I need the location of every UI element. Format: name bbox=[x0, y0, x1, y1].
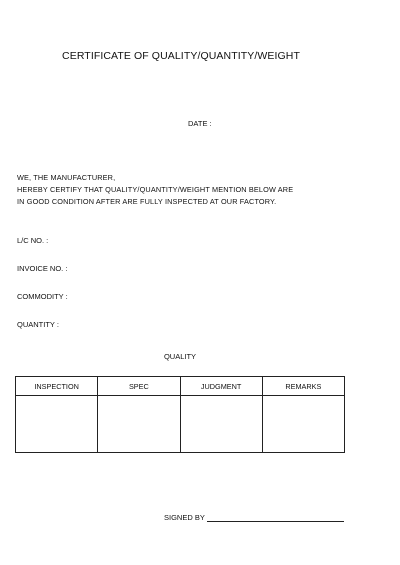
quantity-field: QUANTITY : bbox=[17, 320, 59, 329]
date-label: DATE : bbox=[188, 119, 212, 128]
statement-line: HEREBY CERTIFY THAT QUALITY/QUANTITY/WEIGHT MENTION BELOW ARE bbox=[17, 185, 294, 194]
table-row bbox=[16, 396, 345, 453]
statement-line: IN GOOD CONDITION AFTER ARE FULLY INSPECTED AT OUR FACTORY. bbox=[17, 197, 277, 206]
column-header-spec: SPEC bbox=[98, 377, 180, 396]
table-cell-inspection bbox=[16, 396, 98, 453]
table-cell-remarks bbox=[262, 396, 344, 453]
table-cell-judgment bbox=[180, 396, 262, 453]
quality-table bbox=[15, 376, 345, 453]
signed-by-label: SIGNED BY bbox=[164, 513, 205, 522]
lc-number-field: L/C NO. : bbox=[17, 236, 49, 245]
column-header-inspection: INSPECTION bbox=[16, 377, 98, 396]
quality-section-label: QUALITY bbox=[163, 352, 197, 361]
table-header-row bbox=[16, 377, 345, 396]
signature-line bbox=[207, 521, 344, 522]
commodity-field: COMMODITY : bbox=[17, 292, 68, 301]
statement-line: WE, THE MANUFACTURER, bbox=[17, 173, 116, 182]
column-header-remarks: REMARKS bbox=[262, 377, 344, 396]
document-title: CERTIFICATE OF QUALITY/QUANTITY/WEIGHT bbox=[62, 50, 300, 62]
column-header-judgment: JUDGMENT bbox=[180, 377, 262, 396]
invoice-number-field: INVOICE NO. : bbox=[17, 264, 68, 273]
certification-statement bbox=[17, 172, 293, 208]
table-cell-spec bbox=[98, 396, 180, 453]
